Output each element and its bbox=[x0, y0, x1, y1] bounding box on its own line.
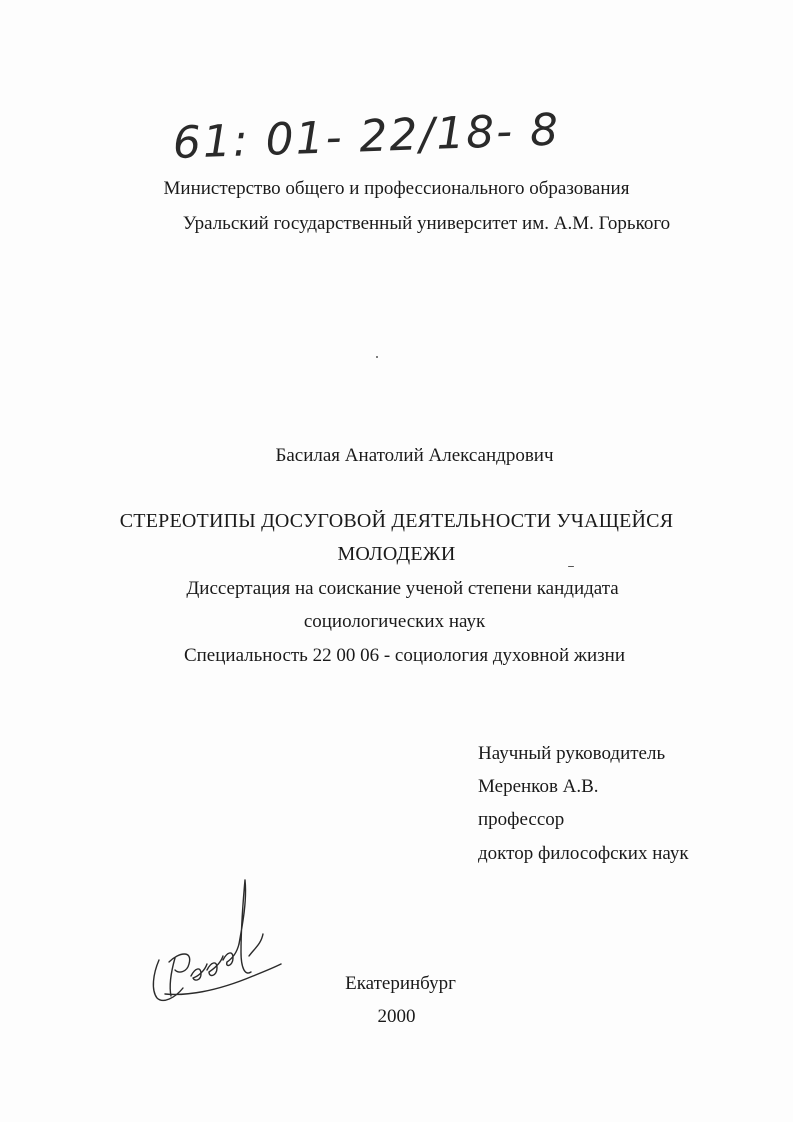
scan-speck bbox=[376, 356, 378, 358]
author-name: Басилая Анатолий Александрович bbox=[275, 445, 554, 466]
advisor-degree: доктор философских наук bbox=[478, 843, 689, 864]
title-line-2: МОЛОДЕЖИ bbox=[337, 543, 456, 565]
advisor-rank: профессор bbox=[478, 809, 565, 830]
scan-speck bbox=[568, 566, 574, 567]
university-name: Уральский государственный университет им. А.М. Горького bbox=[182, 213, 671, 234]
specialty-line: Специальность 22 00 06 - социология духовной жизни bbox=[183, 645, 626, 666]
year: 2000 bbox=[377, 1006, 416, 1027]
city: Екатеринбург bbox=[345, 973, 456, 994]
advisor-name: Меренков А.В. bbox=[478, 776, 599, 797]
advisor-role: Научный руководитель bbox=[478, 743, 666, 764]
dissertation-line-2: социологических наук bbox=[303, 611, 486, 632]
archive-code-handwritten: 61: 01- 22/18- 8 bbox=[172, 104, 561, 169]
title-line-1: СТЕРЕОТИПЫ ДОСУГОВОЙ ДЕЯТЕЛЬНОСТИ УЧАЩЕЙСЯ bbox=[119, 510, 674, 532]
ministry-name: Министерство общего и профессионального образования bbox=[163, 178, 630, 199]
handwritten-signature bbox=[145, 872, 285, 1022]
dissertation-line-1: Диссертация на соискание ученой степени кандидата bbox=[186, 578, 619, 599]
